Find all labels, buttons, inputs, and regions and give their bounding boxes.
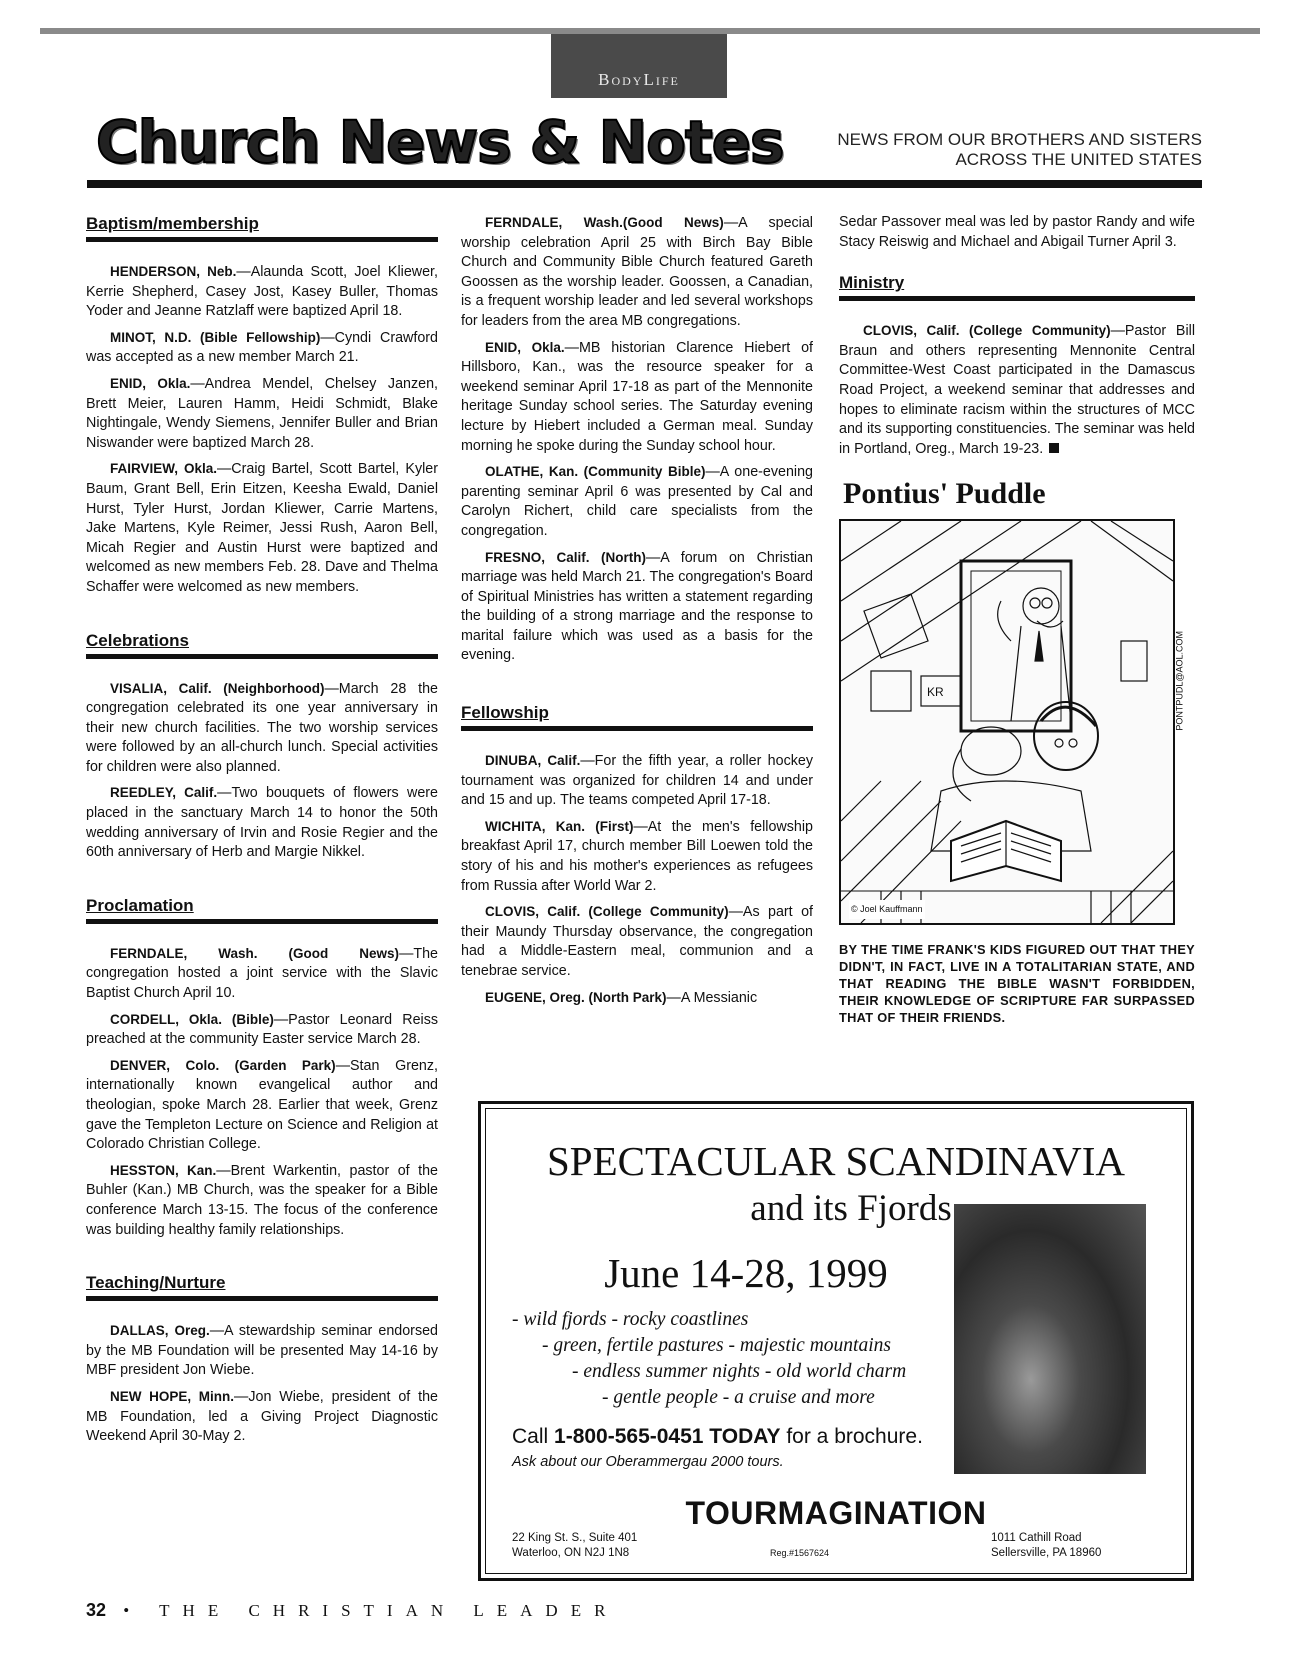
page-number: 32: [86, 1600, 107, 1620]
ad-feature: - green, fertile pastures - majestic mountains: [542, 1335, 891, 1356]
masthead-rule: [87, 180, 1202, 188]
ad-registration: Reg.#1567624: [770, 1548, 830, 1558]
news-item: FERNDALE, Wash. (Good News)—The congregation hosted a joint service with the Slavic Baptist Church April 10.: [86, 945, 438, 1002]
comic-panel: [839, 519, 1185, 925]
ad-feature: - endless summer nights - old world charm: [572, 1361, 907, 1382]
ad-call-line: Call 1-800-565-0451 TODAY for a brochure.: [512, 1425, 923, 1448]
end-mark-icon: [1049, 443, 1059, 453]
section-heading-teaching: Teaching/Nurture: [86, 1272, 438, 1301]
ad-feature: - gentle people - a cruise and more: [602, 1387, 875, 1408]
page-subtitle: NEWS FROM OUR BROTHERS AND SISTERS ACROSS THE UNITED STATES: [837, 130, 1202, 169]
comic-title: Pontius' Puddle: [843, 477, 1046, 511]
comic-side-text: PONTPUDL@AOL.COM: [1175, 631, 1185, 731]
ad-phone-number: 1-800-565-0451 TODAY: [554, 1425, 781, 1448]
column-1: [86, 213, 438, 1453]
news-item-continued: Sedar Passover meal was led by pastor Randy and wife Stacy Reiswig and Michael and Abigail Turner April 3.: [839, 214, 1195, 250]
ad-title: SPECTACULAR SCANDINAVIA: [546, 1138, 1125, 1184]
ad-feature: - wild fjords - rocky coastlines: [512, 1309, 749, 1330]
section-tab: BodyLife: [551, 34, 727, 98]
comic-sign-text: KR: [927, 685, 944, 700]
news-item: FAIRVIEW, Okla.—Craig Bartel, Scott Bartel, Kyler Baum, Grant Bell, Erin Eitzen, Keesha Ewald, Daniel Hurst, Tyler Hurst, Jordan Kliewer, Carrie Martens, Jake Martens, Kyle Reimer, Jessi Rush, Aaron Bell, Micah Regier and Austin Hurst were baptized and welcomed as new members Feb. 28. Dave and Thelma Schaffer were welcomed as new members.: [86, 461, 438, 595]
comic-caption: BY THE TIME FRANK'S KIDS FIGURED OUT THAT THEY DIDN'T, IN FACT, LIVE IN A TOTALITARIAN STATE, AND THAT READING THE BIBLE WASN'T FORBIDDEN, THEIR KNOWLEDGE OF SCRIPTURE FAR SURPASSED THAT OF THEIR FRIENDS.: [839, 942, 1195, 1026]
ad-address-canada: 22 King St. S., Suite 401 Waterloo, ON N2J 1N8: [512, 1532, 638, 1559]
news-item: VISALIA, Calif. (Neighborhood)—March 28 the congregation celebrated its one year anniversary in their new church facilities. The two worship services were followed by an all-church lunch. Special activities for children were also planned.: [86, 680, 438, 775]
news-item: NEW HOPE, Minn.—Jon Wiebe, president of the MB Foundation, led a Giving Project Diagnostic Weekend April 30-May 2.: [86, 1388, 438, 1445]
publication-name: • THE CHRISTIAN LEADER: [106, 1601, 619, 1620]
news-item: FERNDALE, Wash.(Good News)—A special worship celebration April 25 with Birch Bay Bible Church and Community Bible Church featured Gareth Goossen as the worship leader. Goossen, a Canadian, is a frequent worship leader and led several workshops for leaders from the area MB congregations.: [461, 215, 813, 329]
column-3: [839, 213, 1195, 1026]
news-item: HENDERSON, Neb.—Alaunda Scott, Joel Kliewer, Kerrie Shepherd, Casey Jost, Kasey Buller, Thomas Yoder and Jeanne Ratzlaff were baptized April 18.: [86, 264, 438, 320]
ad-brand-logo: TOURMAGINATION: [685, 1495, 987, 1531]
comic-illustration: [841, 521, 1173, 923]
ad-inner-frame: [485, 1108, 1187, 1574]
news-item: DINUBA, Calif.—For the fifth year, a roller hockey tournament was organized for children 14 and under and 15 and up. The teams competed April 17-18.: [461, 753, 813, 809]
news-item: HESSTON, Kan.—Brent Warkentin, pastor of the Buhler (Kan.) MB Church, was the speaker for a Bible conference March 13-15. The focus of the conference was building healthy family relationships.: [86, 1162, 438, 1238]
news-item: CORDELL, Okla. (Bible)—Pastor Leonard Reiss preached at the community Easter service March 28.: [86, 1011, 439, 1048]
news-item: REEDLEY, Calif.—Two bouquets of flowers were placed in the sanctuary March 14 to honor the 50th wedding anniversary of Irvin and Rosie Regier and the 60th anniversary of Herb and Margie Nikkel.: [86, 785, 438, 861]
comic-credit: © Joel Kauffmann: [849, 900, 925, 920]
fjord-photo: [954, 1204, 1146, 1474]
section-heading-ministry: Ministry: [839, 272, 1195, 301]
ad-address-usa: 1011 Cathill Road Sellersville, PA 18960: [991, 1532, 1102, 1559]
tour-advertisement: [478, 1101, 1194, 1581]
news-item: ENID, Okla.—MB historian Clarence Hiebert of Hillsboro, Kan., was the resource speaker for a weekend seminar April 17-18 as part of the Mennonite heritage Sunday school series. The Saturday evening lecture by Hiebert included a German meal. Sunday morning he spoke during the Sunday school hour.: [461, 339, 813, 454]
news-item: WICHITA, Kan. (First)—At the men's fellowship breakfast April 17, church member Bill Loewen told the story of his and his mother's experiences as refugees from Russia after World War 2.: [461, 818, 813, 894]
news-item: DALLAS, Oreg.—A stewardship seminar endorsed by the MB Foundation will be presented May 14-16 by MBF president Jon Wiebe.: [86, 1323, 438, 1379]
news-item: OLATHE, Kan. (Community Bible)—A one-evening parenting seminar April 6 was presented by Cal and Carolyn Richert, child care specialists from the congregation.: [461, 464, 814, 539]
news-item: CLOVIS, Calif. (College Community)—As part of their Maundy Thursday observance, the congregation had a Middle-Eastern meal, communion and a tenebrae service.: [461, 904, 813, 979]
section-heading-fellowship: Fellowship: [461, 702, 813, 731]
ad-note: Ask about our Oberammergau 2000 tours.: [512, 1454, 784, 1470]
news-item: ENID, Okla.—Andrea Mendel, Chelsey Janzen, Brett Meier, Lauren Hamm, Heidi Schmidt, Blake Nightingale, Wendy Siemens, Jennifer Buller and Brian Niswander were baptized March 28.: [86, 375, 438, 451]
news-item: EUGENE, Oreg. (North Park)—A Messianic: [485, 989, 758, 1006]
section-heading-proclamation: Proclamation: [86, 895, 438, 924]
news-item: FRESNO, Calif. (North)—A forum on Christian marriage was held March 21. The congregation's Board of Spiritual Ministries has written a statement regarding the building of a strong marriage and the response to marital failure which was used as a basis for the evening.: [461, 549, 813, 664]
news-item: MINOT, N.D. (Bible Fellowship)—Cyndi Crawford was accepted as a new member March 21.: [86, 329, 439, 366]
column-2: [461, 213, 813, 1014]
news-item: DENVER, Colo. (Garden Park)—Stan Grenz, internationally known evangelical author and theologian, spoke March 28. Earlier that week, Grenz gave the Templeton Lecture on Science and Religion at Colorado Christian College.: [86, 1057, 438, 1153]
ad-subtitle: and its Fjords: [750, 1188, 952, 1229]
news-item: CLOVIS, Calif. (College Community)—Pastor Bill Braun and others representing Mennonite Central Committee-West Coast participated in the Damascus Road Project, a weekend seminar that addresses and hopes to eliminate racism within the structures of MCC and its supporting constituencies. The seminar was held in Portland, Oreg., March 19-23.: [839, 323, 1196, 457]
ad-feature-list: [512, 1307, 906, 1411]
ad-dates: June 14-28, 1999: [604, 1250, 888, 1296]
section-heading-celebrations: Celebrations: [86, 630, 438, 659]
page-footer: [86, 1600, 618, 1621]
page-title: Church News & Notes: [96, 108, 784, 176]
section-heading-baptism: Baptism/membership: [86, 213, 438, 242]
